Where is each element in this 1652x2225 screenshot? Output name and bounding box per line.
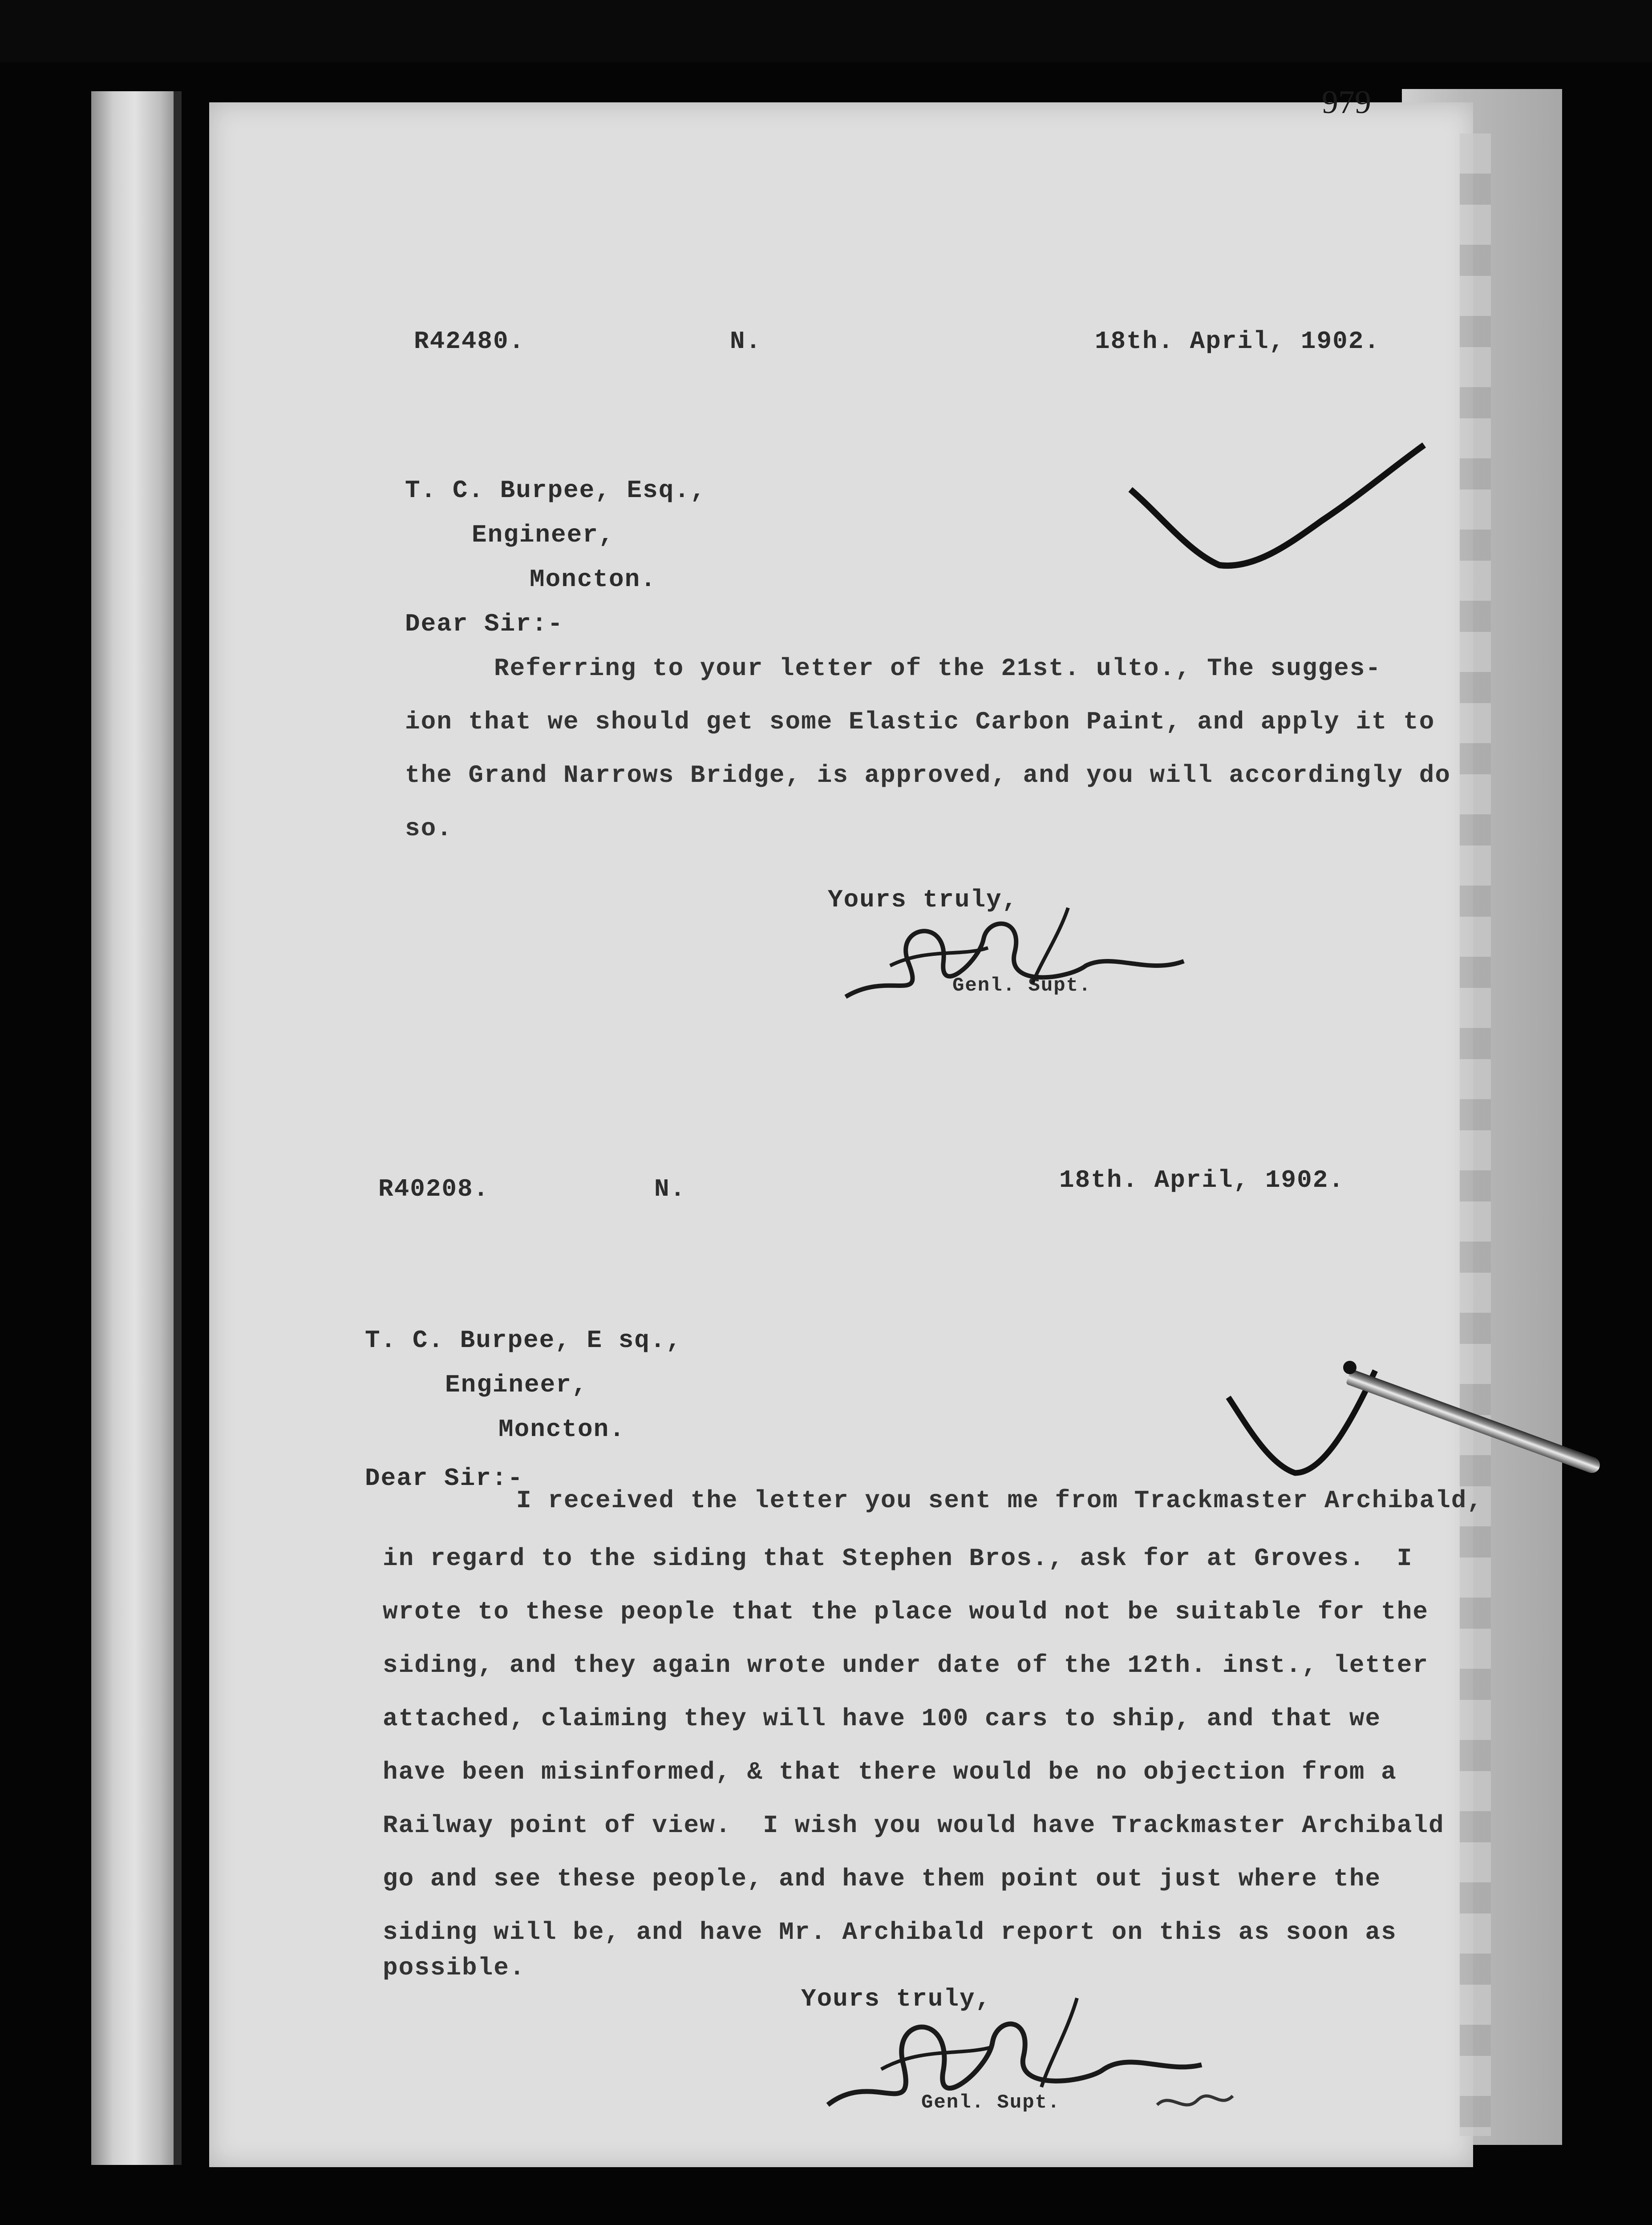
letter-1-date: 18th. April, 1902. [1095, 327, 1380, 356]
letter-1-signature [837, 890, 1202, 1024]
letter-2-addressee-title: Engineer, [445, 1371, 588, 1399]
archive-page-number: 979 [1322, 84, 1371, 121]
letter-2-mark: N. [654, 1175, 686, 1203]
letter-2-body-line: attached, claiming they will have 100 cars to ship, and that we [383, 1704, 1381, 1733]
letter-1-checkmark [1122, 436, 1433, 578]
letter-2-salutation: Dear Sir:- [365, 1464, 524, 1493]
letter-2-body-line: possible. [383, 1954, 526, 1982]
letter-1-body-line: Referring to your letter of the 21st. ulto., The sugges- [494, 654, 1381, 683]
letter-1-body-line: ion that we should get some Elastic Carbon Paint, and apply it to [405, 708, 1435, 736]
letter-2-addressee: T. C. Burpee, E sq., [365, 1326, 682, 1355]
pen-tip [1343, 1361, 1356, 1374]
letter-2-addressee-city: Moncton. [498, 1415, 625, 1444]
letter-2-body-line: Railway point of view. I wish you would have Trackmaster Archibald [383, 1811, 1445, 1840]
letter-2-reference: R40208. [378, 1175, 490, 1203]
letter-2-signature [819, 1980, 1242, 2140]
letter-1-reference: R42480. [414, 327, 525, 356]
letter-2-body-line: in regard to the siding that Stephen Bros., ask for at Groves. I [383, 1544, 1413, 1573]
letter-1-mark: N. [730, 327, 762, 356]
letter-2-body-line: go and see these people, and have them point out just where the [383, 1865, 1381, 1893]
letter-2-body-line: wrote to these people that the place would not be suitable for the [383, 1598, 1429, 1626]
letter-1-addressee-city: Moncton. [530, 565, 656, 594]
letter-2-body-line: have been misinformed, & that there would be no objection from a [383, 1758, 1397, 1786]
letter-2-body-line: siding, and they again wrote under date of the 12th. inst., letter [383, 1651, 1429, 1679]
page-torn-edge [1460, 134, 1491, 2136]
letter-1-signature-title: Genl. Supt. [952, 975, 1092, 997]
letter-1-salutation: Dear Sir:- [405, 610, 564, 638]
letter-2-closing: Yours truly, [801, 1985, 992, 2013]
film-border-top [0, 0, 1652, 62]
letter-1-body-line: the Grand Narrows Bridge, is approved, and you will accordingly do [405, 761, 1451, 789]
letterbook-page [209, 102, 1473, 2167]
letter-1-addressee: T. C. Burpee, Esq., [405, 476, 706, 505]
letterbook-spine-strip [91, 91, 178, 2165]
letter-2-body-line: I received the letter you sent me from Trackmaster Archibald, [516, 1486, 1483, 1515]
letter-2-date: 18th. April, 1902. [1059, 1166, 1344, 1194]
spine-shadow [174, 91, 182, 2165]
letter-2-body-line: siding will be, and have Mr. Archibald report on this as soon as [383, 1918, 1397, 1946]
letter-1-body-line: so. [405, 814, 453, 843]
letter-1-closing: Yours truly, [828, 886, 1018, 914]
letter-2-signature-title: Genl. Supt. [921, 2092, 1061, 2114]
letter-1-addressee-title: Engineer, [472, 521, 615, 549]
